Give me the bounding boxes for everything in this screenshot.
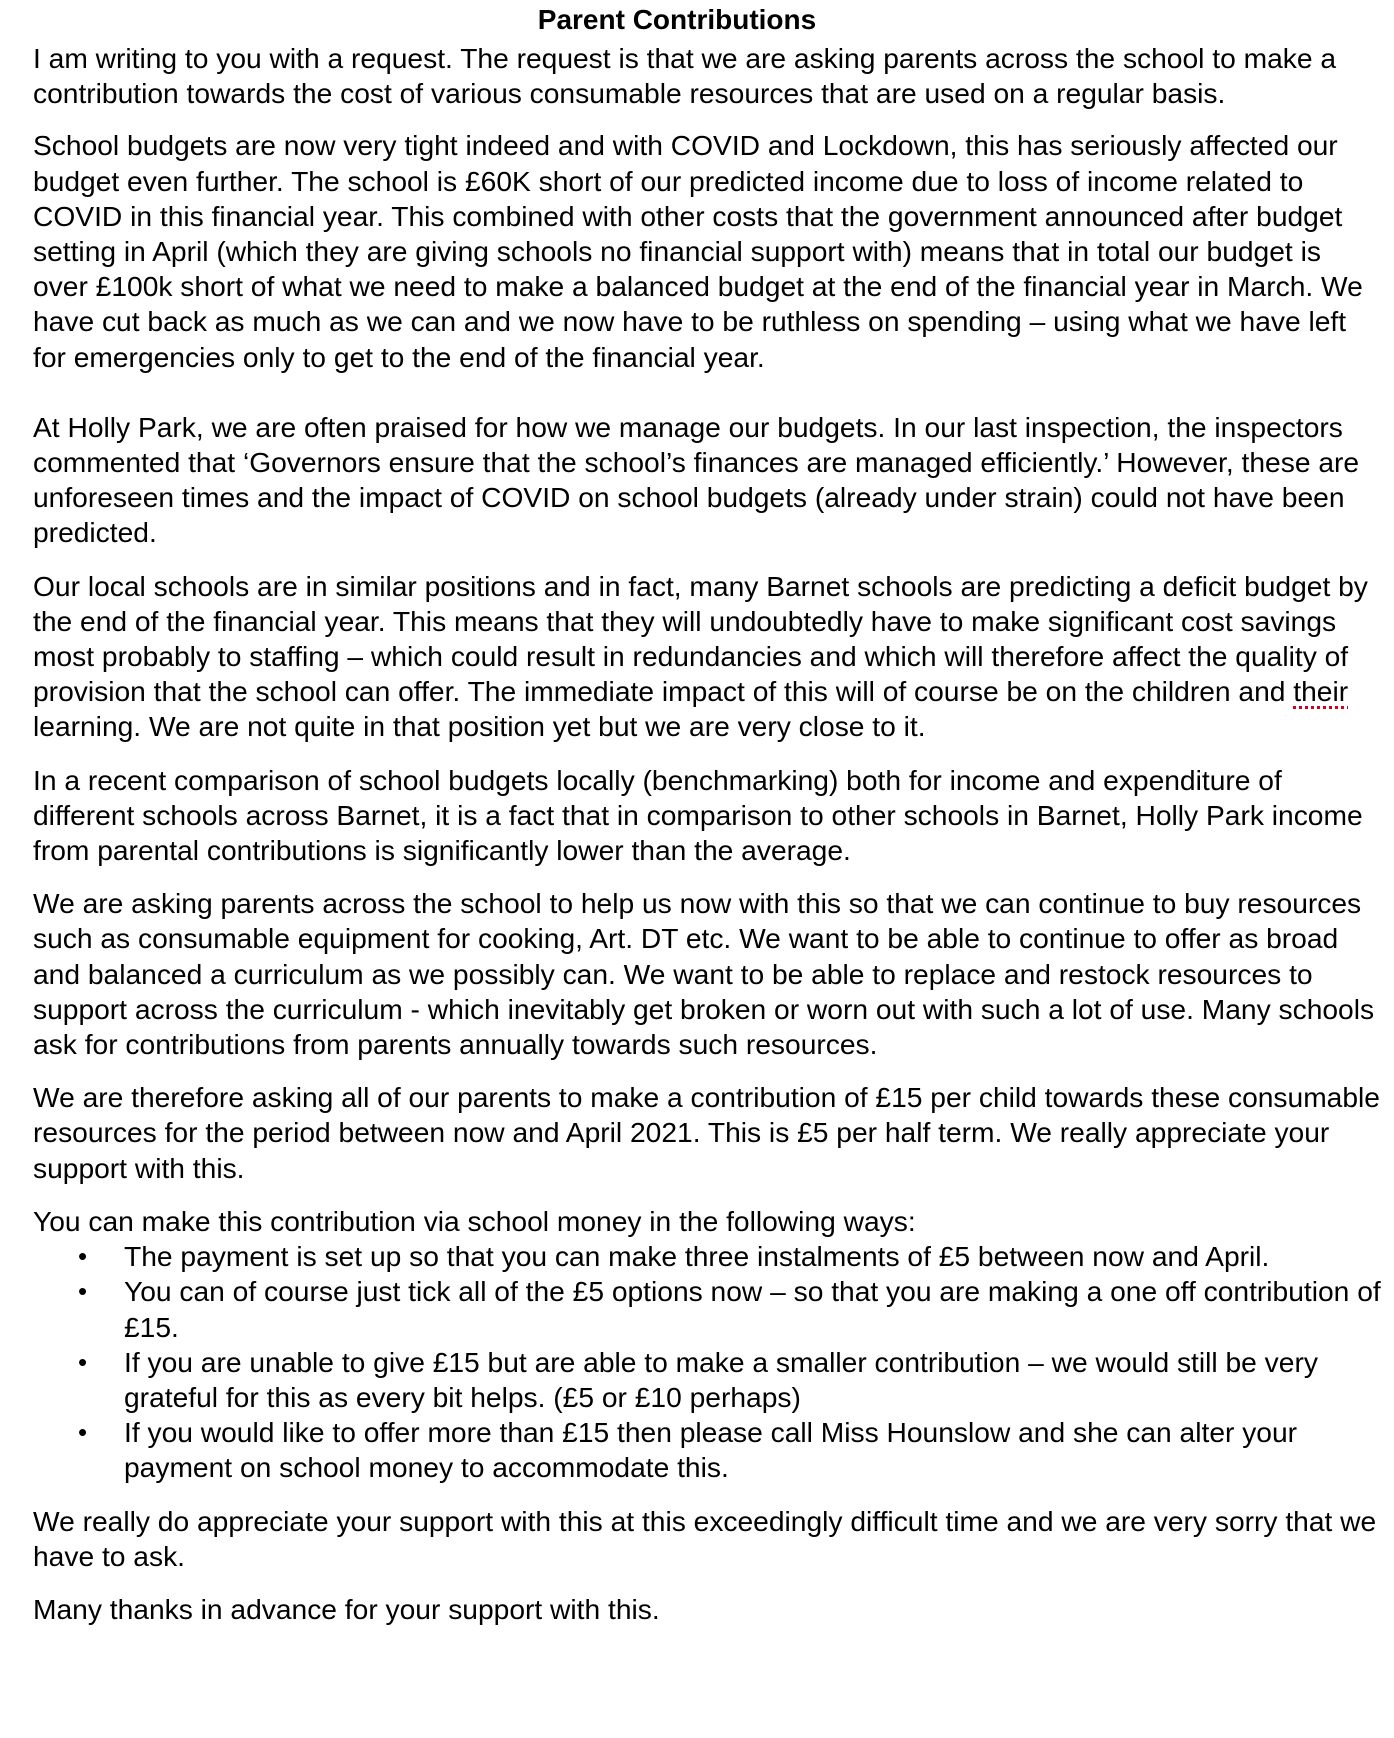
- paragraph-contribution-amount: We are therefore asking all of our parents to make a contribution of £15 per child towards these consumable resources for the period between now and April 2021. This is £5 per half term. We really appreciate your support with this.: [33, 1081, 1380, 1184]
- paragraph-local-schools-text-end: learning. We are not quite in that position yet but we are very close to it.: [33, 710, 926, 743]
- paragraph-local-schools: [33, 569, 1383, 745]
- paragraph-appreciation: We really do appreciate your support with this at this exceedingly difficult time and we are very sorry that we have to ask.: [33, 1504, 1377, 1572]
- paragraph-budgets: School budgets are now very tight indeed and with COVID and Lockdown, this has seriously affected our budget even further. The school is £60K short of our predicted income due to loss of income related to COVID in this financial year. This combined with other costs that the government announced after budget setting in April (which they are giving schools no financial support with) means that in total our budget is over £100k short of what we need to make a balanced budget at the end of the financial year in March. We have cut back as much as we can and we now have to be ruthless on spending – using what we have left for emergencies only to get to the end of the financial year.: [33, 129, 1363, 373]
- list-item: [33, 1274, 1383, 1344]
- paragraph-local-schools-text: Our local schools are in similar positions and in fact, many Barnet schools are predicting a deficit budget by the end of the financial year. This means that they will undoubtedly have to make significant cost savings most probably to staffing – which could result in redundancies and which will therefore affect the quality of provision that the school can offer. The immediate impact of this will of course be on the children and: [33, 569, 1368, 708]
- bullet-icon: •: [78, 1417, 88, 1448]
- list-item-text: You can of course just tick all of the £5 options now – so that you are making a one off contribution of £15.: [124, 1275, 1381, 1343]
- paragraph-request: I am writing to you with a request. The request is that we are asking parents across the school to make a contribution towards the cost of various consumable resources that are used on a regular basis.: [33, 42, 1337, 110]
- list-item-text: If you are unable to give £15 but are able to make a smaller contribution – we would still be very grateful for this as every bit helps. (£5 or £10 perhaps): [124, 1345, 1318, 1413]
- payment-options-list: [33, 1239, 1383, 1485]
- bullet-icon: •: [78, 1276, 88, 1307]
- bullet-icon: •: [78, 1241, 88, 1272]
- bullet-icon: •: [78, 1346, 88, 1377]
- paragraph-closing: Many thanks in advance for your support with this.: [33, 1592, 660, 1625]
- list-item: [33, 1345, 1383, 1415]
- paragraph-benchmarking: In a recent comparison of school budgets locally (benchmarking) both for income and expenditure of different schools across Barnet, it is a fact that in comparison to other schools in Barnet, Holly Park income from parental contributions is significantly lower than the average.: [33, 763, 1363, 867]
- paragraph-holly-park: At Holly Park, we are often praised for how we manage our budgets. In our last inspection, the inspectors commented that ‘Governors ensure that the school’s finances are managed efficiently.’ However, these are unforeseen times and the impact of COVID on school budgets (already under strain) could not have been predicted.: [33, 410, 1360, 549]
- list-item: [33, 1239, 1383, 1274]
- document-page: [33, 0, 1383, 1627]
- paragraph-asking-parents: We are asking parents across the school to help us now with this so that we can continue to buy resources such as consumable equipment for cooking, Art. DT etc. We want to be able to continue to offer as broad and balanced a curriculum as we possibly can. We want to be able to replace and restock resources to support across the curriculum - which inevitably get broken or worn out with such a lot of use. Many schools ask for contributions from parents annually towards such resources.: [33, 887, 1375, 1061]
- document-title: Parent Contributions: [537, 4, 817, 35]
- list-item: [33, 1415, 1383, 1485]
- list-item-text: The payment is set up so that you can make three instalments of £5 between now and April.: [124, 1240, 1270, 1273]
- paragraph-payment-ways: You can make this contribution via school money in the following ways:: [33, 1204, 916, 1237]
- list-item-text: If you would like to offer more than £15 then please call Miss Hounslow and she can alter your payment on school money to accommodate this.: [124, 1416, 1298, 1484]
- spellcheck-flagged-word[interactable]: their: [1293, 675, 1349, 708]
